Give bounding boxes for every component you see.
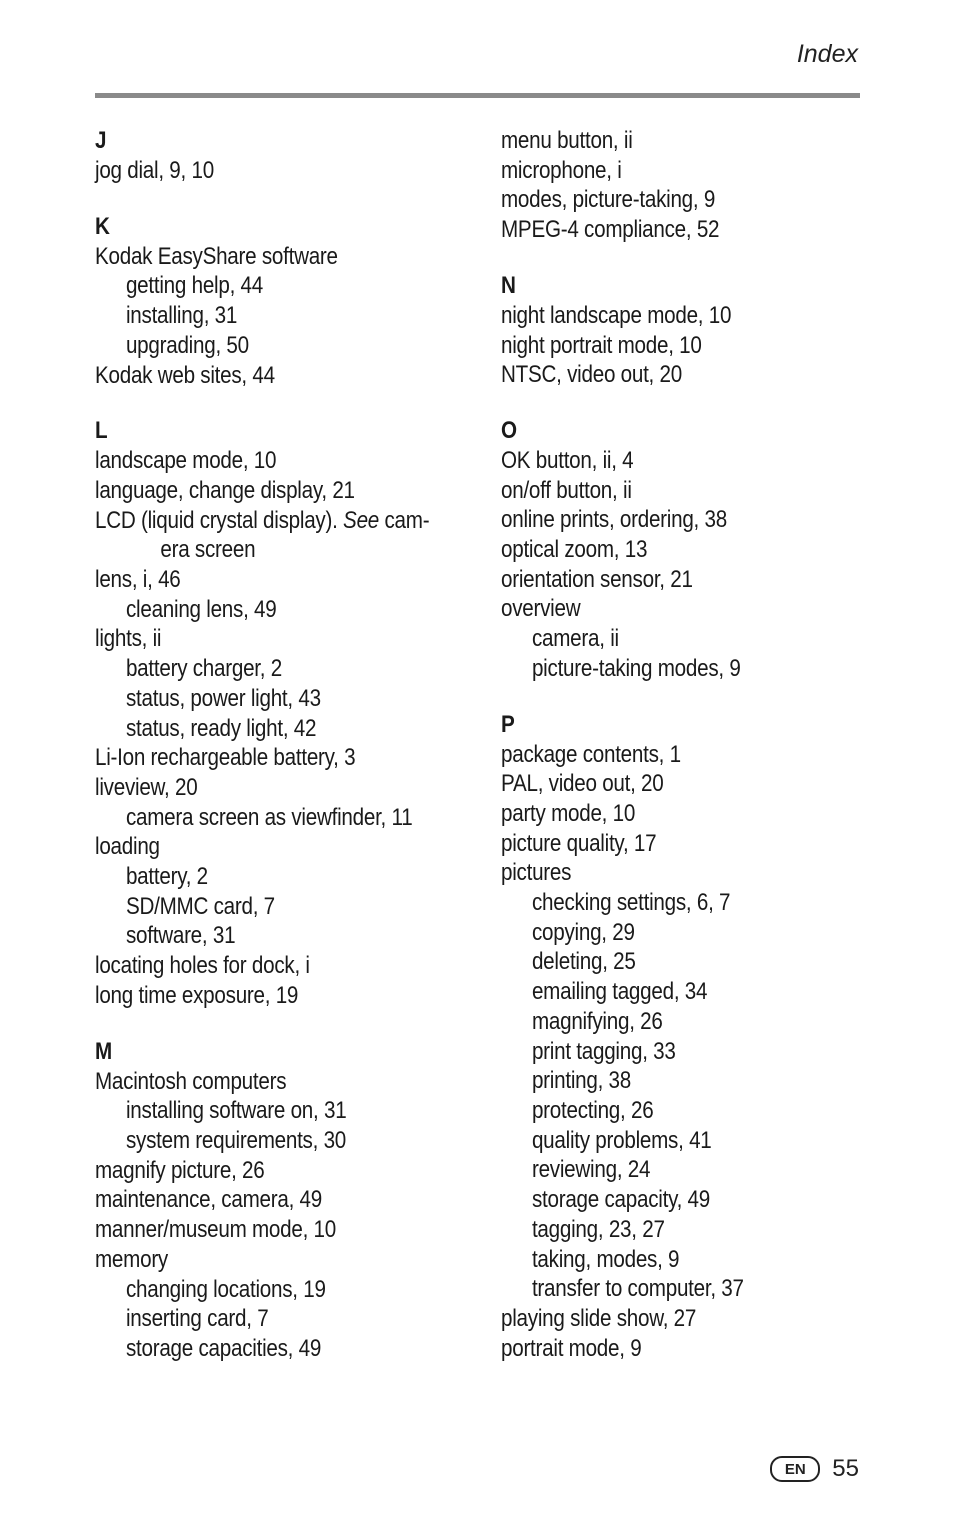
index-letter-heading: N bbox=[501, 271, 516, 299]
index-entry: landscape mode, 10 bbox=[95, 447, 277, 475]
index-subentry: printing, 38 bbox=[531, 1067, 631, 1095]
index-entry: maintenance, camera, 49 bbox=[95, 1186, 322, 1214]
index-subentry: battery, 2 bbox=[125, 863, 208, 891]
index-letter-heading: J bbox=[95, 127, 107, 154]
index-entry: night portrait mode, 10 bbox=[501, 331, 702, 359]
index-subentry: emailing tagged, 34 bbox=[531, 978, 708, 1006]
index-entry: lens, i, 46 bbox=[95, 566, 181, 594]
index-subentry: changing locations, 19 bbox=[125, 1275, 326, 1303]
index-subentry: reviewing, 24 bbox=[531, 1156, 651, 1184]
header-rule bbox=[95, 93, 860, 98]
index-entry: portrait mode, 9 bbox=[501, 1334, 642, 1362]
index-subentry: taking, modes, 9 bbox=[531, 1245, 680, 1273]
index-subentry: software, 31 bbox=[125, 922, 236, 950]
index-subentry: copying, 29 bbox=[531, 918, 635, 946]
index-subentry: battery charger, 2 bbox=[125, 655, 282, 683]
index-entry: PAL, video out, 20 bbox=[501, 770, 664, 798]
index-entry: menu button, ii bbox=[501, 127, 633, 154]
index-entry: night landscape mode, 10 bbox=[501, 301, 732, 329]
index-group bbox=[501, 416, 862, 684]
index-entry: Kodak web sites, 44 bbox=[95, 361, 275, 389]
index-entry bbox=[95, 506, 456, 565]
index-subentry: installing software on, 31 bbox=[125, 1097, 347, 1125]
index-subentry: system requirements, 30 bbox=[125, 1126, 347, 1154]
index-subentry: protecting, 26 bbox=[531, 1096, 654, 1124]
index-subentry: inserting card, 7 bbox=[125, 1305, 269, 1333]
index-letter-heading: L bbox=[95, 417, 108, 445]
index-subentry: magnifying, 26 bbox=[531, 1007, 663, 1035]
page-number: 55 bbox=[832, 1455, 859, 1482]
index-group bbox=[95, 126, 456, 186]
index-group bbox=[501, 271, 862, 390]
index-entry: optical zoom, 13 bbox=[501, 536, 648, 564]
index-subentry: upgrading, 50 bbox=[125, 331, 249, 359]
index-entry: long time exposure, 19 bbox=[95, 981, 299, 1009]
index-column-left bbox=[95, 126, 456, 1390]
index-subentry: status, ready light, 42 bbox=[125, 714, 317, 742]
index-letter-heading: O bbox=[501, 416, 517, 444]
index-subentry: camera screen as viewfinder, 11 bbox=[125, 803, 413, 831]
index-entry: language, change display, 21 bbox=[95, 476, 355, 504]
index-group bbox=[501, 126, 862, 245]
index-subentry: transfer to computer, 37 bbox=[531, 1275, 744, 1303]
index-entry: manner/museum mode, 10 bbox=[95, 1216, 336, 1244]
see-reference: See bbox=[343, 506, 380, 534]
index-subentry: picture-taking modes, 9 bbox=[531, 654, 741, 682]
running-header: Index bbox=[796, 40, 858, 68]
index-entry: MPEG-4 compliance, 52 bbox=[501, 216, 720, 244]
index-entry: picture quality, 17 bbox=[501, 829, 657, 857]
index-entry: party mode, 10 bbox=[501, 799, 636, 827]
index-subentry: status, power light, 43 bbox=[125, 684, 321, 712]
index-column-right bbox=[501, 126, 862, 1389]
index-entry: overview bbox=[501, 595, 581, 623]
index-entry: on/off button, ii bbox=[501, 476, 632, 504]
entry-wrap-line: era screen bbox=[160, 536, 256, 564]
index-subentry: installing, 31 bbox=[125, 302, 238, 330]
index-entry: loading bbox=[95, 833, 160, 861]
index-subentry: deleting, 25 bbox=[531, 948, 636, 976]
page-footer bbox=[770, 1455, 859, 1483]
index-entry: Macintosh computers bbox=[95, 1067, 287, 1095]
index-entry: lights, ii bbox=[95, 625, 162, 653]
index-subentry: SD/MMC card, 7 bbox=[125, 892, 275, 920]
index-entry: magnify picture, 26 bbox=[95, 1156, 265, 1184]
language-badge: EN bbox=[770, 1456, 820, 1482]
index-subentry: storage capacities, 49 bbox=[125, 1334, 322, 1362]
index-subentry: print tagging, 33 bbox=[531, 1037, 676, 1065]
index-group bbox=[95, 416, 456, 1010]
index-subentry: storage capacity, 49 bbox=[531, 1186, 710, 1214]
index-entry: orientation sensor, 21 bbox=[501, 565, 693, 593]
index-entry: microphone, i bbox=[501, 156, 622, 184]
entry-text-after: cam- bbox=[379, 506, 430, 534]
index-entry: Li-Ion rechargeable battery, 3 bbox=[95, 744, 356, 772]
index-entry: modes, picture-taking, 9 bbox=[501, 186, 716, 214]
index-entry: package contents, 1 bbox=[501, 740, 681, 768]
index-letter-heading: M bbox=[95, 1037, 112, 1065]
index-subentry: quality problems, 41 bbox=[531, 1126, 712, 1154]
index-entry: NTSC, video out, 20 bbox=[501, 361, 682, 389]
index-entry: online prints, ordering, 38 bbox=[501, 506, 727, 534]
index-letter-heading: P bbox=[501, 710, 515, 738]
index-entry: Kodak EasyShare software bbox=[95, 242, 338, 270]
index-subentry: getting help, 44 bbox=[125, 272, 263, 300]
index-entry: liveview, 20 bbox=[95, 773, 198, 801]
entry-text: LCD (liquid crystal display). bbox=[95, 506, 344, 534]
index-entry: memory bbox=[95, 1245, 168, 1273]
index-subentry: checking settings, 6, 7 bbox=[531, 889, 731, 917]
index-letter-heading: K bbox=[95, 212, 110, 240]
index-entry: pictures bbox=[501, 859, 572, 887]
index-group bbox=[501, 710, 862, 1364]
index-entry: jog dial, 9, 10 bbox=[95, 157, 214, 184]
index-subentry: cleaning lens, 49 bbox=[125, 595, 277, 623]
index-group bbox=[95, 212, 456, 391]
index-entry: OK button, ii, 4 bbox=[501, 446, 634, 474]
index-subentry: camera, ii bbox=[531, 625, 619, 653]
index-entry: playing slide show, 27 bbox=[501, 1304, 697, 1332]
index-subentry: tagging, 23, 27 bbox=[531, 1215, 665, 1243]
index-entry: locating holes for dock, i bbox=[95, 952, 310, 980]
index-group bbox=[95, 1037, 456, 1364]
